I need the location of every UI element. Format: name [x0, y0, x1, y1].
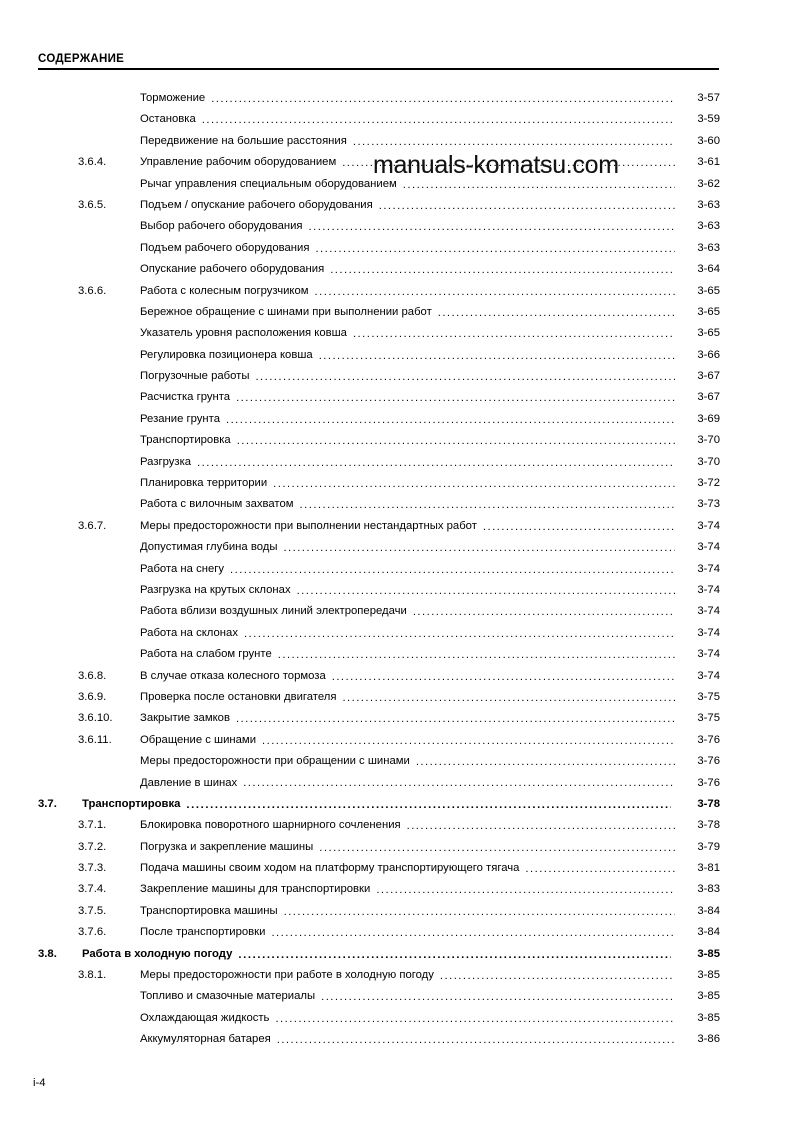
toc-entry[interactable] — [38, 623, 720, 644]
toc-entry-page-number: 3-78 — [697, 797, 720, 810]
toc-entry-page-number: 3-86 — [697, 1033, 720, 1046]
toc-dot-leader — [244, 631, 675, 642]
toc-entry-page-number: 3-85 — [697, 969, 720, 982]
toc-entry-label: Указатель уровня расположения ковша — [140, 327, 347, 340]
toc-entry[interactable] — [38, 473, 720, 494]
toc-entry-label: Остановка — [140, 113, 196, 126]
toc-entry-page-number: 3-63 — [697, 198, 720, 211]
toc-dot-leader — [300, 503, 675, 514]
toc-entry-number: 3.7.6. — [78, 926, 107, 939]
toc-entry[interactable] — [38, 452, 720, 473]
page-header — [38, 52, 718, 70]
toc-entry[interactable] — [38, 323, 720, 344]
toc-entry-page-number: 3-84 — [697, 926, 720, 939]
toc-entry-page-number: 3-74 — [697, 605, 720, 618]
toc-entry[interactable] — [38, 815, 720, 836]
toc-dot-leader — [277, 1038, 675, 1049]
toc-entry-page-number: 3-75 — [697, 712, 720, 725]
toc-entry-page-number: 3-72 — [697, 477, 720, 490]
toc-entry-label: Торможение — [140, 92, 206, 104]
toc-entry-label: Топливо и смазочные материалы — [140, 990, 316, 1003]
toc-entry[interactable] — [38, 216, 720, 237]
toc-entry-page-number: 3-74 — [697, 648, 720, 661]
toc-entry-label: Подача машины своим ходом на платформу транспортирующего тягача — [140, 862, 520, 875]
toc-entry[interactable] — [38, 366, 720, 387]
toc-entry-number: 3.6.9. — [78, 690, 107, 703]
toc-entry[interactable] — [38, 409, 720, 430]
toc-entry[interactable] — [38, 901, 720, 922]
toc-dot-leader — [271, 931, 675, 942]
toc-entry-label: Подъем / опускание рабочего оборудования — [140, 198, 373, 211]
toc-entry-page-number: 3-65 — [697, 305, 720, 318]
toc-entry-label: Регулировка позиционера ковша — [140, 348, 313, 361]
toc-dot-leader — [315, 289, 675, 300]
toc-entry-page-number: 3-70 — [697, 455, 720, 468]
toc-dot-leader — [342, 695, 675, 706]
watermark-text: manuals-komatsu.com — [373, 151, 619, 179]
toc-entry-label: Работа вблизи воздушных линий электропередачи — [140, 605, 407, 618]
toc-dot-leader — [230, 567, 675, 578]
toc-dot-leader — [407, 824, 675, 835]
toc-entry-label: Допустимая глубина воды — [140, 541, 278, 554]
toc-dot-leader — [319, 845, 675, 856]
toc-entry-page-number: 3-74 — [697, 519, 720, 532]
toc-dot-leader — [283, 546, 675, 557]
toc-entry-page-number: 3-60 — [697, 134, 720, 147]
toc-entry-page-number: 3-63 — [697, 220, 720, 233]
toc-entry[interactable] — [38, 944, 720, 965]
toc-entry[interactable] — [38, 858, 720, 879]
toc-entry-page-number: 3-74 — [697, 669, 720, 682]
toc-entry-page-number: 3-67 — [697, 370, 720, 383]
toc-entry-label: Бережное обращение с шинами при выполнении работ — [140, 305, 432, 318]
toc-entry-page-number: 3-85 — [697, 1011, 720, 1024]
toc-entry[interactable] — [38, 131, 720, 152]
toc-entry-page-number: 3-73 — [697, 498, 720, 511]
toc-dot-leader — [525, 866, 675, 877]
toc-entry-number: 3.6.8. — [78, 669, 107, 682]
toc-entry-page-number: 3-64 — [697, 263, 720, 276]
toc-entry-number: 3.6.10. — [78, 712, 113, 725]
toc-entry[interactable] — [38, 281, 720, 302]
toc-entry-page-number: 3-83 — [697, 883, 720, 896]
toc-entry-label: Работа с колесным погрузчиком — [140, 284, 309, 297]
toc-dot-leader — [315, 246, 675, 257]
toc-entry[interactable] — [38, 152, 720, 173]
toc-entry-label: Работа в холодную погоду — [82, 947, 233, 960]
toc-entry-page-number: 3-62 — [697, 177, 720, 190]
toc-entry-page-number: 3-76 — [697, 776, 720, 789]
toc-entry[interactable] — [38, 730, 720, 751]
toc-dot-leader — [278, 653, 675, 664]
toc-dot-leader — [413, 610, 675, 621]
toc-entry-page-number: 3-75 — [697, 690, 720, 703]
toc-entry[interactable] — [38, 559, 720, 580]
toc-dot-leader — [403, 182, 675, 193]
toc-dot-leader — [238, 952, 671, 963]
toc-entry-label: Меры предосторожности при выполнении нестандартных работ — [140, 519, 477, 532]
toc-entry-page-number: 3-57 — [697, 92, 720, 104]
toc-entry[interactable] — [38, 1008, 720, 1029]
toc-entry[interactable] — [38, 174, 720, 195]
toc-entry-label: Управление рабочим оборудованием — [140, 156, 337, 169]
toc-dot-leader — [332, 674, 675, 685]
toc-entry-label: Разгрузка на крутых склонах — [140, 583, 291, 596]
toc-entry[interactable] — [38, 259, 720, 280]
toc-entry-page-number: 3-81 — [697, 862, 720, 875]
toc-entry-page-number: 3-76 — [697, 733, 720, 746]
toc-entry-label: Погрузочные работы — [140, 370, 250, 383]
toc-entry-label: После транспортировки — [140, 926, 266, 939]
toc-entry[interactable] — [38, 387, 720, 408]
toc-entry-label: Транспортировка — [82, 797, 181, 810]
toc-entry-label: Аккумуляторная батарея — [140, 1033, 271, 1046]
toc-dot-leader — [262, 738, 675, 749]
toc-entry[interactable] — [38, 965, 720, 986]
toc-dot-leader — [226, 417, 675, 428]
toc-entry-page-number: 3-74 — [697, 562, 720, 575]
toc-entry-label: Работа на склонах — [140, 626, 238, 639]
toc-entry[interactable] — [38, 986, 720, 1007]
toc-entry-page-number: 3-74 — [697, 626, 720, 639]
toc-entry-label: Закрепление машины для транспортировки — [140, 883, 371, 896]
toc-dot-leader — [284, 909, 675, 920]
toc-dot-leader — [197, 460, 675, 471]
toc-entry-label: Планировка территории — [140, 477, 268, 490]
toc-entry[interactable] — [38, 109, 720, 130]
toc-entry-page-number: 3-59 — [697, 113, 720, 126]
toc-entry-label: Опускание рабочего оборудования — [140, 263, 325, 276]
toc-entry-page-number: 3-78 — [697, 819, 720, 832]
toc-dot-leader — [273, 481, 675, 492]
toc-dot-leader — [376, 888, 675, 899]
toc-entry-number: 3.7.2. — [78, 840, 107, 853]
toc-entry-label: Расчистка грунта — [140, 391, 231, 404]
toc-dot-leader — [236, 717, 675, 728]
toc-entry-label: Охлаждающая жидкость — [140, 1011, 270, 1024]
toc-dot-leader — [255, 374, 675, 385]
toc-entry-page-number: 3-65 — [697, 327, 720, 340]
toc-entry-label: Работа с вилочным захватом — [140, 498, 294, 511]
toc-dot-leader — [416, 760, 675, 771]
toc-entry-number: 3.6.4. — [78, 156, 107, 169]
toc-dot-leader — [353, 139, 675, 150]
toc-entry-page-number: 3-63 — [697, 241, 720, 254]
toc-dot-leader — [211, 96, 675, 107]
toc-entry-page-number: 3-67 — [697, 391, 720, 404]
toc-entry[interactable] — [38, 794, 720, 815]
toc-entry-label: Подъем рабочего оборудования — [140, 241, 310, 254]
toc-entry-page-number: 3-85 — [697, 947, 720, 960]
toc-entry-page-number: 3-69 — [697, 412, 720, 425]
toc-entry-page-number: 3-74 — [697, 583, 720, 596]
toc-dot-leader — [438, 310, 675, 321]
toc-entry-number: 3.7.4. — [78, 883, 107, 896]
toc-entry-label: Разгрузка — [140, 455, 192, 468]
toc-entry[interactable] — [38, 837, 720, 858]
toc-entry-number: 3.7.3. — [78, 862, 107, 875]
toc-entry-page-number: 3-76 — [697, 755, 720, 768]
toc-entry-label: Работа на снегу — [140, 562, 225, 575]
toc-entry[interactable] — [38, 430, 720, 451]
toc-entry[interactable] — [38, 751, 720, 772]
toc-entry-number: 3.7.5. — [78, 904, 107, 917]
toc-entry-label: Работа на слабом грунте — [140, 648, 272, 661]
toc-entry[interactable] — [38, 879, 720, 900]
toc-dot-leader — [297, 588, 675, 599]
toc-entry-page-number: 3-79 — [697, 840, 720, 853]
toc-entry-number: 3.6.5. — [78, 198, 107, 211]
toc-dot-leader — [321, 995, 675, 1006]
toc-dot-leader — [309, 225, 675, 236]
toc-entry[interactable] — [38, 644, 720, 665]
toc-entry-label: Погрузка и закрепление машины — [140, 840, 314, 853]
toc-entry-label: Резание грунта — [140, 412, 220, 425]
toc-entry-label: Рычаг управления специальным оборудованием — [140, 177, 397, 190]
toc-entry-label: Транспортировка — [140, 434, 231, 447]
toc-entry[interactable] — [38, 601, 720, 622]
toc-dot-leader — [330, 268, 675, 279]
toc-entry-number: 3.8. — [38, 947, 57, 960]
toc-entry-page-number: 3-74 — [697, 541, 720, 554]
toc-dot-leader — [243, 781, 675, 792]
toc-dot-leader — [202, 118, 675, 129]
toc-dot-leader — [275, 1016, 675, 1027]
toc-entry-page-number: 3-61 — [697, 156, 720, 169]
toc-dot-leader — [440, 973, 675, 984]
toc-entry-number: 3.8.1. — [78, 969, 107, 982]
toc-entry-label: Проверка после остановки двигателя — [140, 690, 337, 703]
toc-entry-label: Блокировка поворотного шарнирного сочленения — [140, 819, 401, 832]
toc-entry-number: 3.7.1. — [78, 819, 107, 832]
toc-entry[interactable] — [38, 687, 720, 708]
toc-entry-page-number: 3-85 — [697, 990, 720, 1003]
table-of-contents — [38, 88, 720, 1051]
toc-entry-number: 3.6.11. — [78, 733, 112, 746]
toc-dot-leader — [342, 161, 675, 172]
toc-entry[interactable] — [38, 708, 720, 729]
toc-entry-label: Выбор рабочего оборудования — [140, 220, 303, 233]
toc-dot-leader — [236, 396, 675, 407]
toc-entry-page-number: 3-84 — [697, 904, 720, 917]
toc-entry[interactable] — [38, 195, 720, 216]
toc-entry-label: Меры предосторожности при обращении с шинами — [140, 755, 410, 768]
toc-entry[interactable] — [38, 1029, 720, 1050]
toc-entry[interactable] — [38, 345, 720, 366]
toc-entry[interactable] — [38, 88, 720, 109]
toc-dot-leader — [379, 203, 675, 214]
toc-entry-number: 3.6.7. — [78, 519, 107, 532]
toc-entry[interactable] — [38, 516, 720, 537]
toc-dot-leader — [319, 353, 675, 364]
toc-entry[interactable] — [38, 302, 720, 323]
toc-dot-leader — [353, 332, 675, 343]
toc-entry-label: Транспортировка машины — [140, 904, 278, 917]
toc-entry-page-number: 3-70 — [697, 434, 720, 447]
toc-entry[interactable] — [38, 537, 720, 558]
toc-entry-label: Меры предосторожности при работе в холодную погоду — [140, 969, 434, 982]
toc-entry-label: Обращение с шинами — [140, 733, 257, 746]
toc-dot-leader — [237, 439, 675, 450]
header-divider — [38, 68, 719, 70]
toc-entry-label: В случае отказа колесного тормоза — [140, 669, 326, 682]
toc-dot-leader — [186, 802, 671, 813]
footer-page-number: i-4 — [33, 1077, 46, 1089]
toc-entry-number: 3.7. — [38, 797, 57, 810]
page-title: СОДЕРЖАНИЕ — [38, 53, 125, 65]
toc-entry-label: Закрытие замков — [140, 712, 230, 725]
toc-entry[interactable] — [38, 922, 720, 943]
toc-entry[interactable] — [38, 494, 720, 515]
toc-entry[interactable] — [38, 773, 720, 794]
toc-entry[interactable] — [38, 238, 720, 259]
toc-entry[interactable] — [38, 666, 720, 687]
toc-dot-leader — [483, 524, 675, 535]
toc-entry-page-number: 3-65 — [697, 284, 720, 297]
toc-entry-label: Передвижение на большие расстояния — [140, 134, 347, 147]
toc-entry-page-number: 3-66 — [697, 348, 720, 361]
toc-entry-number: 3.6.6. — [78, 284, 107, 297]
toc-entry[interactable] — [38, 580, 720, 601]
toc-entry-label: Давление в шинах — [140, 776, 238, 789]
